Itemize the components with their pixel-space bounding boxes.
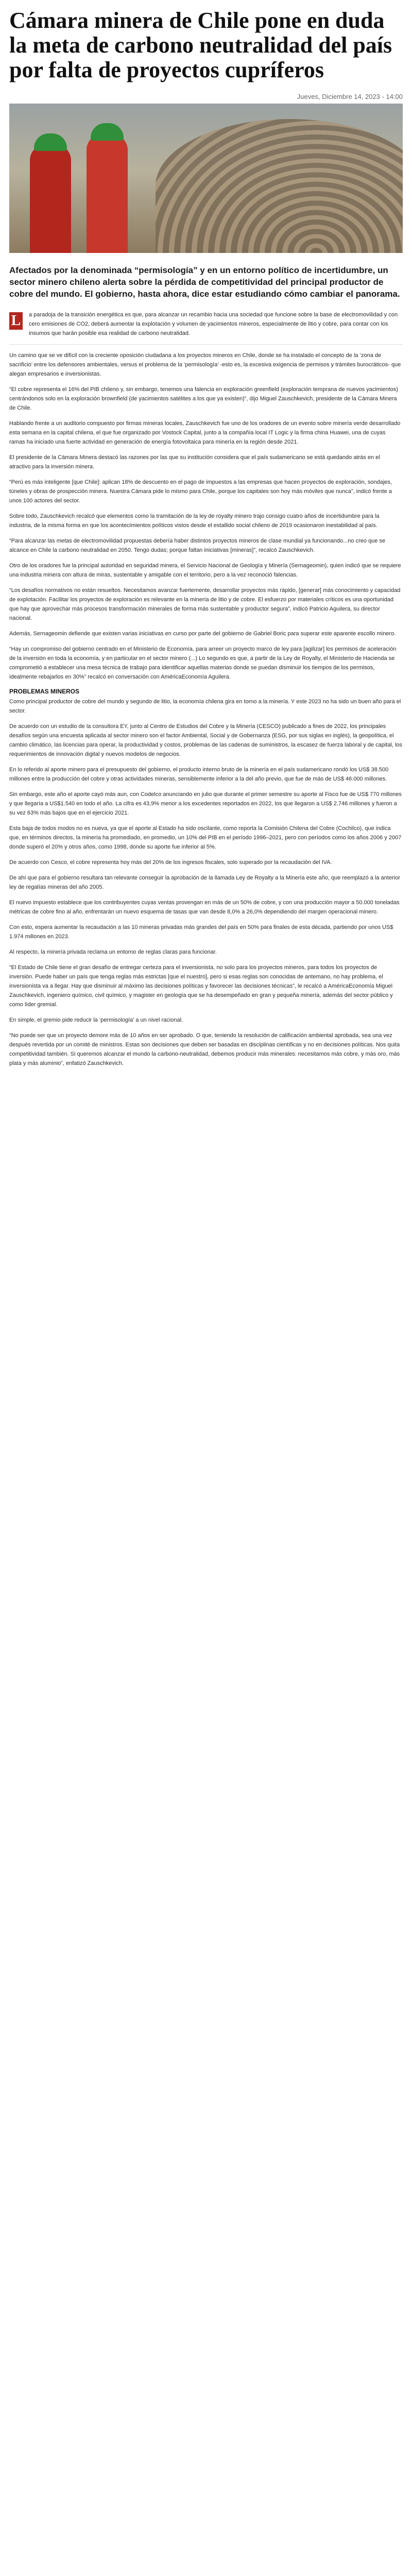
- body-paragraph: Hablando frente a un auditorio compuesto por firmas mineras locales, Zauschkevich fue uno de los oradores de un evento sobre minería verde desarrollado esta semana en la capital chilena, el que fue organizado por Vostock Capital, junto a la compañía local IT Logic y la firma china Huawei, una de cuyas ramas ha iniciado una fuerte actividad en generación de energía fotovoltaica para minería en la región desde 2021.: [9, 420, 401, 445]
- body-section-1: [9, 351, 403, 682]
- body-paragraph: Esta baja de todos modos no es nueva, ya que el aporte al Estado ha sido oscilante, como reporta la Comisión Chilena del Cobre (Cochilco), que indica que, en términos directos, la minería ha promediado, en promedio, un 10% del PIB en el período 1996–2021, pero con períodos como los años 2006 y 2007 donde superó el 20% y otros años, como 1998, donde su aporte fue inferior al 5%.: [9, 825, 402, 850]
- body-paragraph: El nuevo impuesto establece que los contribuyentes cuyas ventas provengan en más de un 50% de cobre, y con una producción mayor a 50.000 toneladas métricas de cobre fino al año, enfrentarán un nuevo esquema de tasas que van desde 8,0% a 26,0% dependiendo del margen operacional minero.: [9, 900, 400, 915]
- body-paragraph: “Los desafíos normativos no están resueltos. Necesitamos avanzar fuertemente, desarrollar proyectos más rápido, [generar] más conocimiento y capacidad de explotación. Facilitar los proyectos de exploración es relevante en la minería de litio y de cobre. El esfuerzo por materiales críticos es una oportunidad que hay que aprovechar más procesos transformación minerales de forma más sustentable y productor segura”, indicó Patricio Aguilera, su director nacional.: [9, 587, 401, 621]
- first-paragraph-text: a paradoja de la transición energética es que, para alcanzar un recambio hacia una sociedad que funcione sobre la base de electromovilidad y con cero emisiones de CO2, deberá aumentar la explotación y volumen de yacimientos mineros, especialmente de litio y cobre, para contar con los insumos que harán posible esa realidad de carbono neutralidad.: [29, 312, 398, 336]
- body-paragraph: El presidente de la Cámara Minera destacó las razones por las que su institución considera que el país sudamericano se está quedando atrás en el atractivo para la inversión minera.: [9, 454, 380, 470]
- body-paragraph: “Para alcanzar las metas de electromovilidad propuestas debería haber distintos proyectos mineros de clase mundial ya funcionando...no creo que se alcance en Chile la carbono neutralidad en 2050. Tengo dudas; porque faltan iniciativas [mineras]”, recalcó Zauschkevich.: [9, 538, 386, 553]
- body-paragraph: Al respecto, la minería privada reclama un entorno de reglas claras para funcionar.: [9, 949, 217, 955]
- body-paragraph: De acuerdo con Cesco, el cobre representa hoy más del 20% de los ingresos fiscales, solo superado por la recaudación del IVA.: [9, 859, 332, 866]
- body-section-2: [9, 697, 403, 1068]
- body-paragraph: Un camino que se ve difícil con la creciente oposición ciudadana a los proyectos mineros en Chile, donde se ha instalado el concepto de la ‘zona de sacrificio’ entre los defensores ambientales, versus el problema de la ‘permisología’ -esto es, la excesiva exigencia de permisos y trámites burocráticos- que alegan empresarios e inversionistas.: [9, 352, 401, 377]
- divider: [9, 344, 403, 345]
- hard-hat-icon: [91, 123, 124, 141]
- article-date: Jueves, Diciembre 14, 2023 - 14:00: [297, 93, 403, 100]
- first-paragraph: [9, 310, 403, 338]
- article-lead: Afectados por la denominada “permisología” y en un entorno político de incertidumbre, un sector minero chileno alerta sobre la pérdida de competitividad del principal productor de cobre del mundo. El gobierno, hasta ahora, dice estar estudiando cómo cambiar el panorama.: [9, 265, 400, 299]
- body-paragraph: Además, Sernageomin defiende que existen varias iniciativas en curso por parte del gobierno de Gabriel Boric para superar este aparente escollo minero.: [9, 631, 396, 637]
- body-paragraph: “El Estado de Chile tiene el gran desafío de entregar certeza para el inversionista, no solo para los proyectos mineros, para todos los proyectos de inversión. Puede haber un país que tenga reglas más estrictas [que el nuestro], pero si esas reglas son conocidas de antemano, no hay problema, el inversionista va a llegar. Hay que disminuir al máximo las decisiones políticas y favorecer las decisiones técnicas”, le recalcó a AméricaEconomía Miguel Zauschkevich, ingeniero químico, civil químico, y magister en geología que se ha desempeñado en gran y pequeña minería, además del sector público y como líder gremial.: [9, 964, 393, 1008]
- hard-hat-icon: [34, 133, 67, 151]
- section-heading: PROBLEMAS MINEROS: [9, 688, 80, 695]
- body-paragraph: Sin embargo, este año el aporte cayó más aun, con Codelco anunciando en julio que durante el primer semestre su aporte al Fisco fue de US$ 770 millones y que llegaría a US$1.540 en todo el año. La cifra es 43,9% menor a los excedentes reportados en 2022, los que llegaron a US$ 2.746 millones y fueron a su vez 63% más bajos que en el ejercicio 2021.: [9, 791, 402, 816]
- body-paragraph: En lo referido al aporte minero para el presupuesto del gobierno, el producto interno bruto de la minería en el país sudamericano rondó los US$ 38.500 millones entre la producción del cobre y otras actividades mineras, sensiblemente inferior a la del año previo, que fue de más de US$ 46.000 millones.: [9, 767, 389, 782]
- miner-figure: [87, 134, 128, 253]
- drop-cap: L: [9, 312, 23, 330]
- body-paragraph: “Hay un compromiso del gobierno centrado en el Ministerio de Economía, para arreer un proyecto marco de ley para [agilizar] los permisos de aceleración de la inversión en toda la economía, y en particular en el sector minero (...) Lo segundo es que, a partir de la Ley de Royalty, el Ministerio de Hacienda se comprometió a establecer una mesa técnica de trabajo para identificar aquellas materias donde se puedan disminuir los tiempos de los permisos, idealmente rebajarlos en 30%” recalcó en conversación con AméricaEconomía Aguilera.: [9, 646, 397, 680]
- body-paragraph: “El cobre representa el 16% del PIB chileno y, sin embargo, tenemos una falencia en exploración greenfield (exploración temprana de nuevos yacimientos) centrándonos solo en la exploración brownfield (de yacimientos satélites a los que ya existen)”, dijo Miguel Zauschkevich, presidente de la Cámara Minera de Chile.: [9, 386, 398, 411]
- body-paragraph: En simple, el gremio pide reducir la ‘permisología’ a un nivel racional.: [9, 1017, 183, 1023]
- article: [0, 0, 412, 1090]
- body-paragraph: Otro de los oradores fue la principal autoridad en seguridad minera, el Servicio Nacional de Geología y Minería (Sernageomin), quien indicó que se requiere una industria minera con altura de miras, sustentable y amigable con el territorio, pero a la vez reconoció falencias.: [9, 563, 401, 578]
- body-paragraph: “No puede ser que un proyecto demore más de 10 años en ser aprobado. O que, teniendo la resolución de calificación ambiental aprobada, sea una vez después revertida por un comité de ministros. Estas son decisiones que deben ser basadas en disciplinas científicas y no en decisiones políticas. Nos quita competitividad también. Si queremos alcanzar el mundo la carbono-neutralidad, debemos producir más minerales: necesitamos más cobre, y más oro, más plata y más aluminio”, enfatizó Zauschkevich.: [9, 1032, 400, 1066]
- mine-pit-image: [156, 119, 403, 253]
- miner-figure: [30, 145, 71, 253]
- body-paragraph: De acuerdo con un estudio de la consultora EY, junto al Centro de Estudios del Cobre y la Minería (CESCO) publicado a fines de 2022, los principales desafíos según una encuesta aplicada al sector minero son el factor Ambiental, Social y de Gobernanza (ESG, por sus siglas en inglés), la geopolítica, el cambio climático, las licencias para operar, la productividad y costos, problemas de las cadenas de suministros, la escasez de fuerza laboral y de capital, los requerimientos de innovación digital y nuevos modelos de negocios.: [9, 723, 403, 757]
- body-paragraph: Como principal productor de cobre del mundo y segundo de litio, la economía chilena gira en torno a la minería. Y este 2023 no ha sido un buen año para el sector.: [9, 699, 401, 714]
- body-paragraph: Con esto, espera aumentar la recaudación a las 10 mineras privadas más grandes del país en 50% para finales de esta década, partiendo por unos US$ 1.974 millones en 2023.: [9, 924, 393, 940]
- body-paragraph: De ahí que para el gobierno resultara tan relevante conseguir la aprobación de la llamada Ley de Royalty a la Minería este año, que reemplazó a la anterior ley de regalías mineras del año 2005.: [9, 875, 400, 890]
- article-title: Cámara minera de Chile pone en duda la meta de carbono neutralidad del país por falta de proyectos cupríferos: [9, 8, 392, 82]
- article-photo: [9, 104, 403, 253]
- body-paragraph: “Perú es más inteligente [que Chile]: aplican 18% de descuento en el pago de impuestos a las empresas que hacen proyectos de exploración, sondajes, túneles y obras de prospección minera. Nuestra Cámara pide lo mismo para Chile, porque los capitales son hoy más móviles que nunca”, indicó frente a unos 100 actores del sector.: [9, 479, 392, 504]
- body-paragraph: Sobre todo, Zauschkevich recalcó que elementos como la tramitación de la ley de royalty minero trajo consigo cuatro años de incertidumbre para la industria, de la misma forma en que los acontecimientos políticos vistos desde el estallido social chileno de 2019 ocasionaron inestabilidad al país.: [9, 513, 380, 529]
